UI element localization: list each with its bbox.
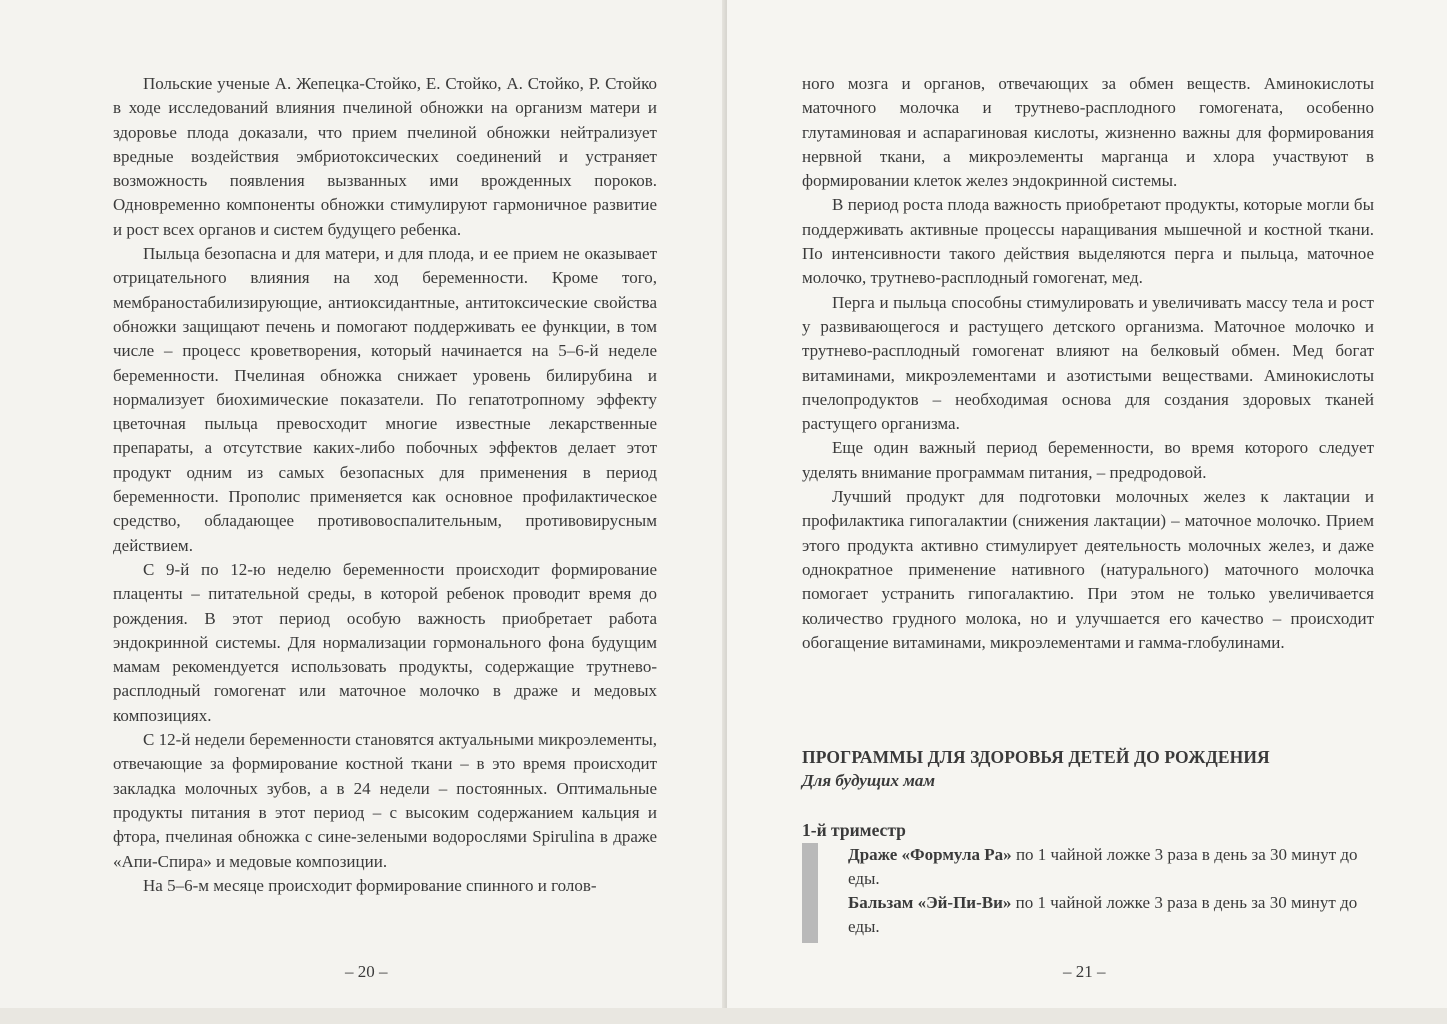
paragraph: На 5–6-м месяце происходит формирование спинного и голов- — [143, 875, 597, 895]
right-page-body — [802, 72, 1374, 655]
program-list — [848, 843, 1368, 939]
program-dose: по 1 чайной ложке 3 раза в день за 30 минут до еды. — [848, 845, 1358, 888]
paragraph: В период роста плода важность приобретают продукты, которые могли бы поддерживать активные процессы наращивания мышечной и костной ткани. По интенсивности такого действия выделяются перга и пыльца, маточное молочко, трутнево-расплодный гомогенат, мед. — [802, 195, 1374, 288]
program-block — [802, 843, 1374, 943]
page-number-left: – 20 – — [345, 962, 388, 981]
section-subtitle: Для будущих мам — [802, 771, 936, 790]
page-number-right: – 21 – — [1063, 962, 1106, 981]
paragraph-continuation: ного мозга и органов, отвечающих за обмен веществ. Аминокислоты маточного молочка и трутнево-расплодного гомогената, особенно глутаминовая и аспарагиновая кислоты, жизненно важны для формирования нервной ткани, а микроэлементы марганца и хлора участвуют в формировании клеток желез эндокринной системы. — [802, 74, 1374, 191]
program-item — [848, 843, 1368, 891]
program-name: Драже «Формула Ра» — [848, 845, 1012, 864]
paragraph: С 12-й недели беременности становятся актуальными микроэлементы, отвечающие за формирование костной ткани – в это время происходит закладка молочных зубов, а в 24 недели – постоянных. Оптимальные продукты питания в этот период – с высоким содержанием кальция и фтора, пчелиная обножка с сине-зелеными водорослями Spirulina в драже «Апи-Спира» и медовые композиции. — [113, 730, 657, 871]
program-item — [848, 891, 1368, 939]
left-page-body — [113, 72, 657, 898]
paragraph: Польские ученые А. Жепецка-Стойко, Е. Стойко, А. Стойко, Р. Стойко в ходе исследований влияния пчелиной обножки на организм матери и здоровье плода доказали, что прием пчелиной обножки нейтрализует вредные воздействия эмбриотоксических соединений и устраняет возможность появления вызванных ими врожденных пороков. Одновременно компоненты обножки стимулируют гармоничное развитие и рост всех органов и систем будущего ребенка. — [113, 74, 657, 239]
paragraph: Перга и пыльца способны стимулировать и увеличивать массу тела и рост у развивающегося и растущего детского организма. Маточное молочко и трутнево-расплодный гомогенат влияют на белковый обмен. Мед богат витаминами, микроэлементами и азотистыми веществами. Аминокислоты пчелопродуктов – необходимая основа для создания здоровых тканей растущего организма. — [802, 292, 1374, 434]
paragraph: Лучший продукт для подготовки молочных желез к лактации и профилактика гипогалактии (снижения лактации) – маточное молочко. Прием этого продукта активно стимулирует деятельность молочных желез, и даже однократное применение нативного (натурального) маточного молочка помогает устранить гипогалактию. При этом не только увеличивается количество грудного молока, но и улучшается его качество – происходит обогащение витаминами, микроэлементами и гамма-глобулинами. — [802, 487, 1374, 652]
sidebar-accent-bar — [802, 843, 818, 943]
program-dose: по 1 чайной ложке 3 раза в день за 30 минут до еды. — [848, 893, 1358, 936]
page-bottom-edge — [0, 1008, 1447, 1024]
section-title: ПРОГРАММЫ ДЛЯ ЗДОРОВЬЯ ДЕТЕЙ ДО РОЖДЕНИЯ — [802, 747, 1270, 767]
trimester-title: 1-й триместр — [802, 820, 906, 840]
paragraph: Еще один важный период беременности, во время которого следует уделять внимание программам питания, – предродовой. — [802, 438, 1374, 482]
section-heading — [802, 745, 1374, 793]
paragraph: Пыльца безопасна и для матери, и для плода, и ее прием не оказывает отрицательного влияния на ход беременности. Кроме того, мембраностабилизирующие, антиоксидантные, антитоксические свойства обножки защищают печень и помогают поддерживать ее функции, в том числе – процесс кроветворения, который начинается на 5–6-й неделе беременности. Пчелиная обножка снижает уровень билирубина и нормализует биохимические показатели. По гепатотропному эффекту цветочная пыльца превосходит многие известные лекарственные препараты, а отсутствие каких-либо побочных эффектов делает этот продукт одним из самых безопасных для применения в период беременности. Прополис применяется как основное профилактическое средство, обладающее противовоспалительным, противовирусным действием. — [113, 244, 657, 555]
program-name: Бальзам «Эй-Пи-Ви» — [848, 893, 1012, 912]
paragraph: С 9-й по 12-ю неделю беременности происходит формирование плаценты – питательной среды, в которой ребенок проводит время до рождения. В этот период особую важность приобретает работа эндокринной системы. Для нормализации гормонального фона будущим мамам рекомендуется использовать продукты, содержащие трутнево-расплодный гомогенат или маточное молочко в драже и медовых композициях. — [113, 559, 657, 725]
